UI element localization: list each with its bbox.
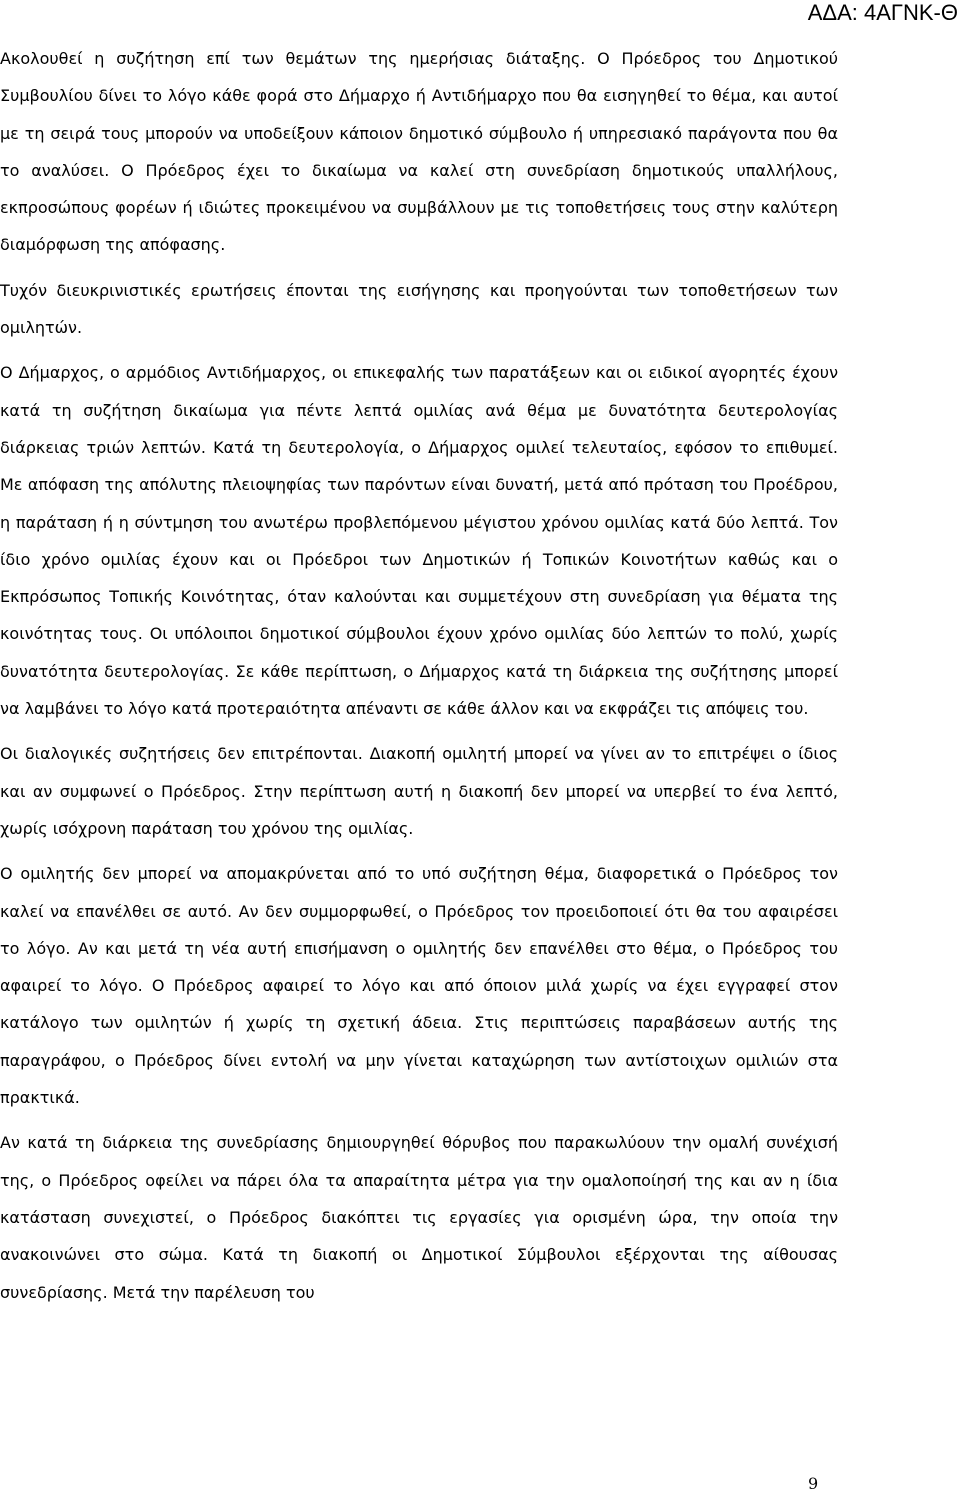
paragraph-off-topic-speaker: Ο ομιλητής δεν μπορεί να απομακρύνεται από το υπό συζήτηση θέμα, διαφορετικά ο Πρόεδρος τον καλεί να επανέλθει σε αυτό. Αν δεν συμμορφωθεί, ο Πρόεδρος τον προειδοποιεί ότι θα του αφαιρέσει το λόγο. Αν και μετά τη νέα αυτή επισήμανση ο ομιλητής δεν επανέλθει στο θέμα, ο Πρόεδρος του αφαιρεί το λόγο. Ο Πρόεδρος αφαιρεί το λόγο και από όποιον μιλά χωρίς να έχει εγγραφεί στον κατάλογο των ομιλητών ή χωρίς τη σχετική άδεια. Στις περιπτώσεις παραβάσεων αυτής της παραγράφου, ο Πρόεδρος δίνει εντολή να μην γίνεται καταχώρηση των αντίστοιχων ομιλιών στα πρακτικά.: [0, 864, 838, 1108]
paragraph-dialogue-rules: Οι διαλογικές συζητήσεις δεν επιτρέπονται. Διακοπή ομιλητή μπορεί να γίνει αν το επιτρέψει ο ίδιος και αν συμφωνεί ο Πρόεδρος. Στην περίπτωση αυτή η διακοπή δεν μπορεί να υπερβεί το ένα λεπτό, χωρίς ισόχρονη παράταση του χρόνου της ομιλίας.: [0, 744, 838, 838]
page-number: 9: [808, 1474, 819, 1493]
paragraph-disturbance: Αν κατά τη διάρκεια της συνεδρίασης δημιουργηθεί θόρυβος που παρακωλύουν την ομαλή συνέχισή της, ο Πρόεδρος οφείλει να πάρει όλα τα απαραίτητα μέτρα για την ομαλοποίησή της και αν η ίδια κατάσταση συνεχιστεί, ο Πρόεδρος διακόπτει τις εργασίες για ορισμένη ώρα, την οποία την ανακοινώνει στο σώμα. Κατά τη διακοπή οι Δημοτικοί Σύμβουλοι εξέρχονται της αίθουσας συνεδρίασης. Μετά την παρέλευση του: [0, 1133, 838, 1302]
document-ada-code: ΑΔΑ: 4ΑΓΝΚ-Θ: [807, 0, 958, 25]
paragraph-discussion-procedure: Ακολουθεί η συζήτηση επί των θεμάτων της ημερήσιας διάταξης. Ο Πρόεδρος του Δημοτικού Συμβουλίου δίνει το λόγο κάθε φορά στο Δήμαρχο ή Αντιδήμαρχο που θα εισηγηθεί το θέμα, και αυτοί με τη σειρά τους μπορούν να υποδείξουν κάποιον δημοτικό σύμβουλο ή υπηρεσιακό παράγοντα που θα το αναλύσει. Ο Πρόεδρος έχει το δικαίωμα να καλεί στη συνεδρίαση δημοτικούς υπαλλήλους, εκπροσώπους φορέων ή ιδιώτες προκειμένου να συμβάλλουν με τις τοποθετήσεις τους στην καλύτερη διαμόρφωση της απόφασης.: [0, 49, 838, 255]
paragraph-clarifying-questions: Τυχόν διευκρινιστικές ερωτήσεις έπονται της εισήγησης και προηγούνται των τοποθετήσεων των ομιλητών.: [0, 280, 838, 338]
paragraph-speaking-time: Ο Δήμαρχος, ο αρμόδιος Αντιδήμαρχος, οι επικεφαλής των παρατάξεων και οι ειδικοί αγορητές έχουν κατά τη συζήτηση δικαίωμα για πέντε λεπτά ομιλίας ανά θέμα με δυνατότητα δευτερολογίας διάρκειας τριών λεπτών. Κατά τη δευτερολογία, ο Δήμαρχος ομιλεί τελευταίος, εφόσον το επιθυμεί. Με απόφαση της απόλυτης πλειοψηφίας των παρόντων είναι δυνατή, μετά από πρόταση του Προέδρου, η παράταση ή η σύντμηση του ανωτέρω προβλεπόμενου μέγιστου χρόνου ομιλίας κατά δύο λεπτά. Τον ίδιο χρόνο ομιλίας έχουν και οι Πρόεδροι των Δημοτικών ή Τοπικών Κοινοτήτων καθώς και ο Εκπρόσωπος Τοπικής Κοινότητας, όταν καλούνται και συμμετέχουν στη συνεδρίαση για θέματα της κοινότητας τους. Οι υπόλοιποι δημοτικοί σύμβουλοι έχουν χρόνο ομιλίας δύο λεπτών το πολύ, χωρίς δυνατότητα δευτερολογίας. Σε κάθε περίπτωση, ο Δήμαρχος κατά τη διάρκεια της συζήτησης μπορεί να λαμβάνει το λόγο κατά προτεραιότητα απέναντι σε κάθε άλλον και να εκφράζει τις απόψεις του.: [0, 363, 838, 719]
document-body: [0, 40, 838, 1311]
